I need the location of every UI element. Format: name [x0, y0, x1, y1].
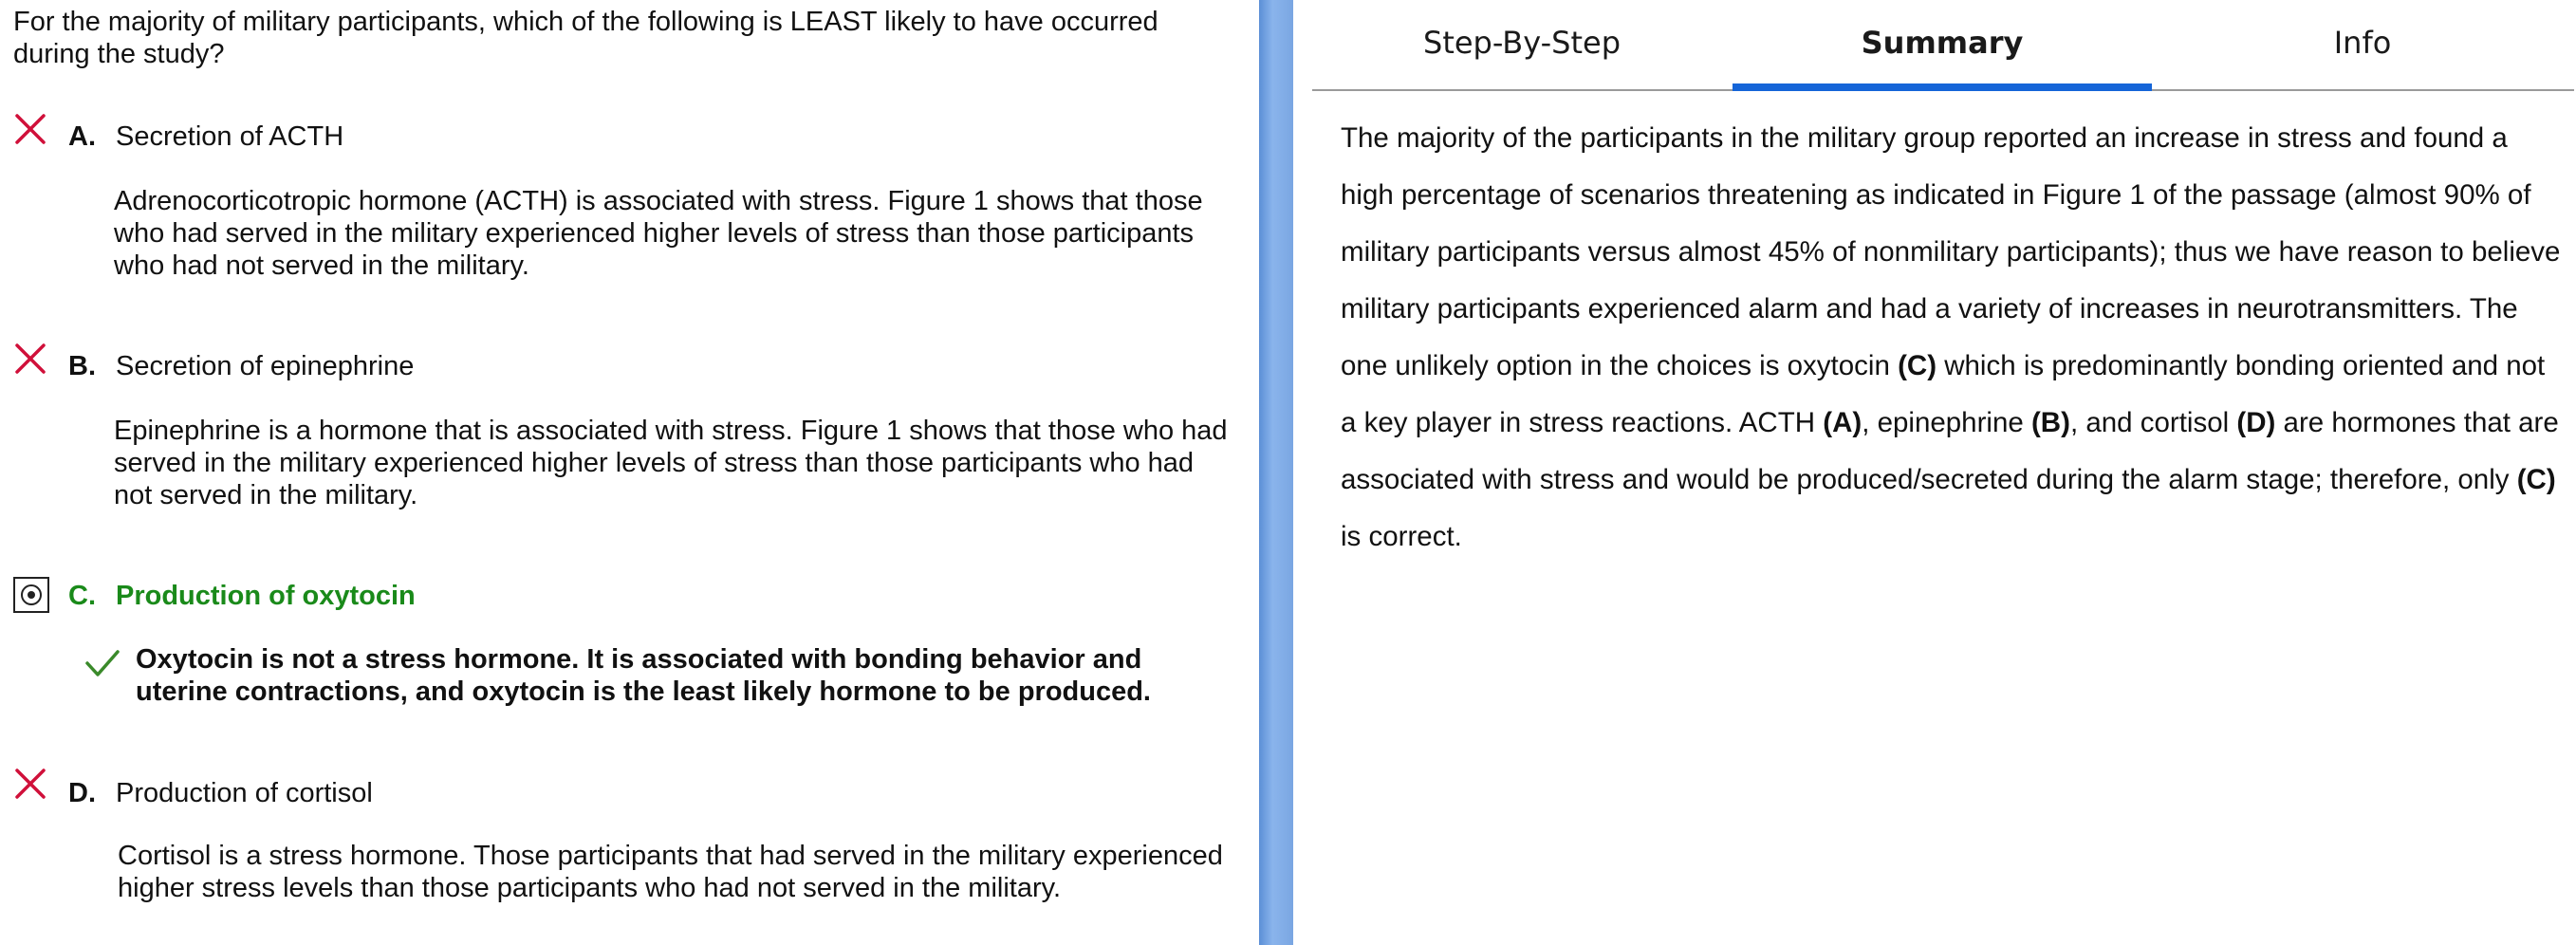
choice-label: Production of oxytocin [116, 581, 416, 611]
choice-letter: A. [68, 121, 96, 152]
incorrect-x-icon [13, 342, 47, 376]
pane-divider[interactable] [1259, 0, 1293, 945]
summary-text [1341, 110, 2565, 565]
explanation-pane [1293, 0, 2576, 945]
correct-check-icon [83, 644, 121, 682]
choice-ref-d: (D) [2236, 407, 2276, 438]
summary-part: is correct. [1341, 521, 1462, 552]
choice-letter: D. [68, 778, 96, 808]
incorrect-x-icon [13, 767, 47, 801]
incorrect-x-icon [13, 112, 47, 146]
summary-part: which is predominantly bonding oriented and not a key player in stress reactions. ACTH [1341, 350, 2546, 438]
summary-part: The majority of the participants in the military group reported an increase in stress and found a high percentage of scenarios threatening as indicated in Figure 1 of the passage (almost 90% of military participants versus almost 45% of nonmilitary participants); thus we have reason to believe military participants experienced alarm and had a variety of increases in neurotransmitters. The one unlikely option in the choices is oxytocin [1341, 122, 2561, 381]
question-text: For the majority of military participants, which of the following is LEAST likely to have occurred during the study? [13, 7, 1158, 69]
tab-bar [1312, 0, 2574, 91]
choice-letter: C. [68, 581, 96, 611]
summary-part: , epinephrine [1862, 407, 2031, 438]
choice-ref-c: (C) [1898, 350, 1937, 381]
choice-ref-b: (B) [2030, 407, 2070, 438]
choice-label: Secretion of epinephrine [116, 351, 415, 381]
choice-letter: B. [68, 351, 96, 381]
choice-ref-a: (A) [1823, 407, 1863, 438]
choice-c-explanation: Oxytocin is not a stress hormone. It is associated with bonding behavior and uterine contractions, and oxytocin is the least likely hormone to be produced. [136, 644, 1151, 707]
choice-label: Production of cortisol [116, 778, 373, 808]
summary-part: are hormones that are associated with stress and would be produced/secreted during the alarm stage; therefore, only [1341, 407, 2559, 495]
choice-b-explanation: Epinephrine is a hormone that is associated with stress. Figure 1 shows that those who had served in the military experienced higher levels of stress than those participants who had not served in the military. [114, 416, 1228, 510]
tab-step-by-step[interactable]: Step-By-Step [1423, 25, 1621, 61]
choice-ref-c: (C) [2516, 464, 2556, 495]
choice-a-explanation: Adrenocorticotropic hormone (ACTH) is associated with stress. Figure 1 shows that those who had served in the military experienced higher levels of stress than those participants who had not served in the military. [114, 186, 1203, 281]
summary-part: , and cortisol [2069, 407, 2237, 438]
selected-radio-icon[interactable] [13, 577, 49, 613]
tab-summary[interactable]: Summary [1733, 0, 2152, 89]
choice-d-explanation: Cortisol is a stress hormone. Those participants that had served in the military experienced higher stress levels than those participants who had not served in the military. [118, 841, 1223, 903]
choice-label: Secretion of ACTH [116, 121, 344, 152]
tab-info[interactable]: Info [2333, 25, 2392, 61]
question-pane [0, 0, 1259, 945]
